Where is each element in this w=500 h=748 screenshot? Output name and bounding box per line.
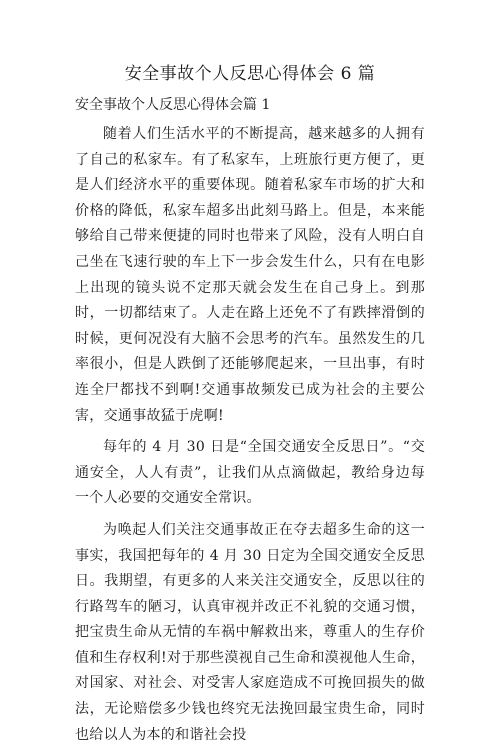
paragraph: 每年的 4 月 30 日是“全国交通安全反思日”。“交通安全，人人有责”，让我们从点滴做起，教给身边每一个人必要的交通安全常识。 bbox=[75, 439, 425, 507]
document-title: 安全事故个人反思心得体会 6 篇 bbox=[124, 64, 376, 84]
document-body bbox=[75, 122, 425, 748]
paragraph: 为唤起人们关注交通事故正在夺去超多生命的这一事实，我国把每年的 4 月 30 日定为全国交通安全反思日。我期望，有更多的人来关注交通安全，反思以往的行路驾车的陋习，认真审视并改正不礼貌的交通习惯，把宝贵生命从无情的车祸中解救出来，尊重人的生存价值和生存权利!对于那些漠视自己生命和漠视他人生命，对国家、对社会、对受害人家庭造成不可挽回损失的做法，无论赔偿多少钱也终究无法挽回最宝贵生命，同时也给以人为本的和谐社会投 bbox=[75, 521, 425, 743]
section-heading: 安全事故个人反思心得体会篇 1 bbox=[75, 97, 271, 113]
paragraph: 随着人们生活水平的不断提高，越来越多的人拥有了自己的私家车。有了私家车，上班旅行更方便了，更是人们经济水平的重要体现。随着私家车市场的扩大和价格的降低，私家车超多出此刻马路上。但是，本来能够给自己带来便捷的同时也带来了风险，没有人明白自己坐在飞速行驶的车上下一步会发生什么，只有在电影上出现的镜头说不定那天就会发生在自己身上。到那时，一切都结束了。人走在路上还免不了有跌摔滑倒的时候，更何况没有大脑不会思考的汽车。虽然发生的几率很小，但是人跌倒了还能够爬起来，一旦出事，有时连全尸都找不到啊!交通事故频发已成为社会的主要公害，交通事故猛于虎啊! bbox=[75, 126, 425, 424]
